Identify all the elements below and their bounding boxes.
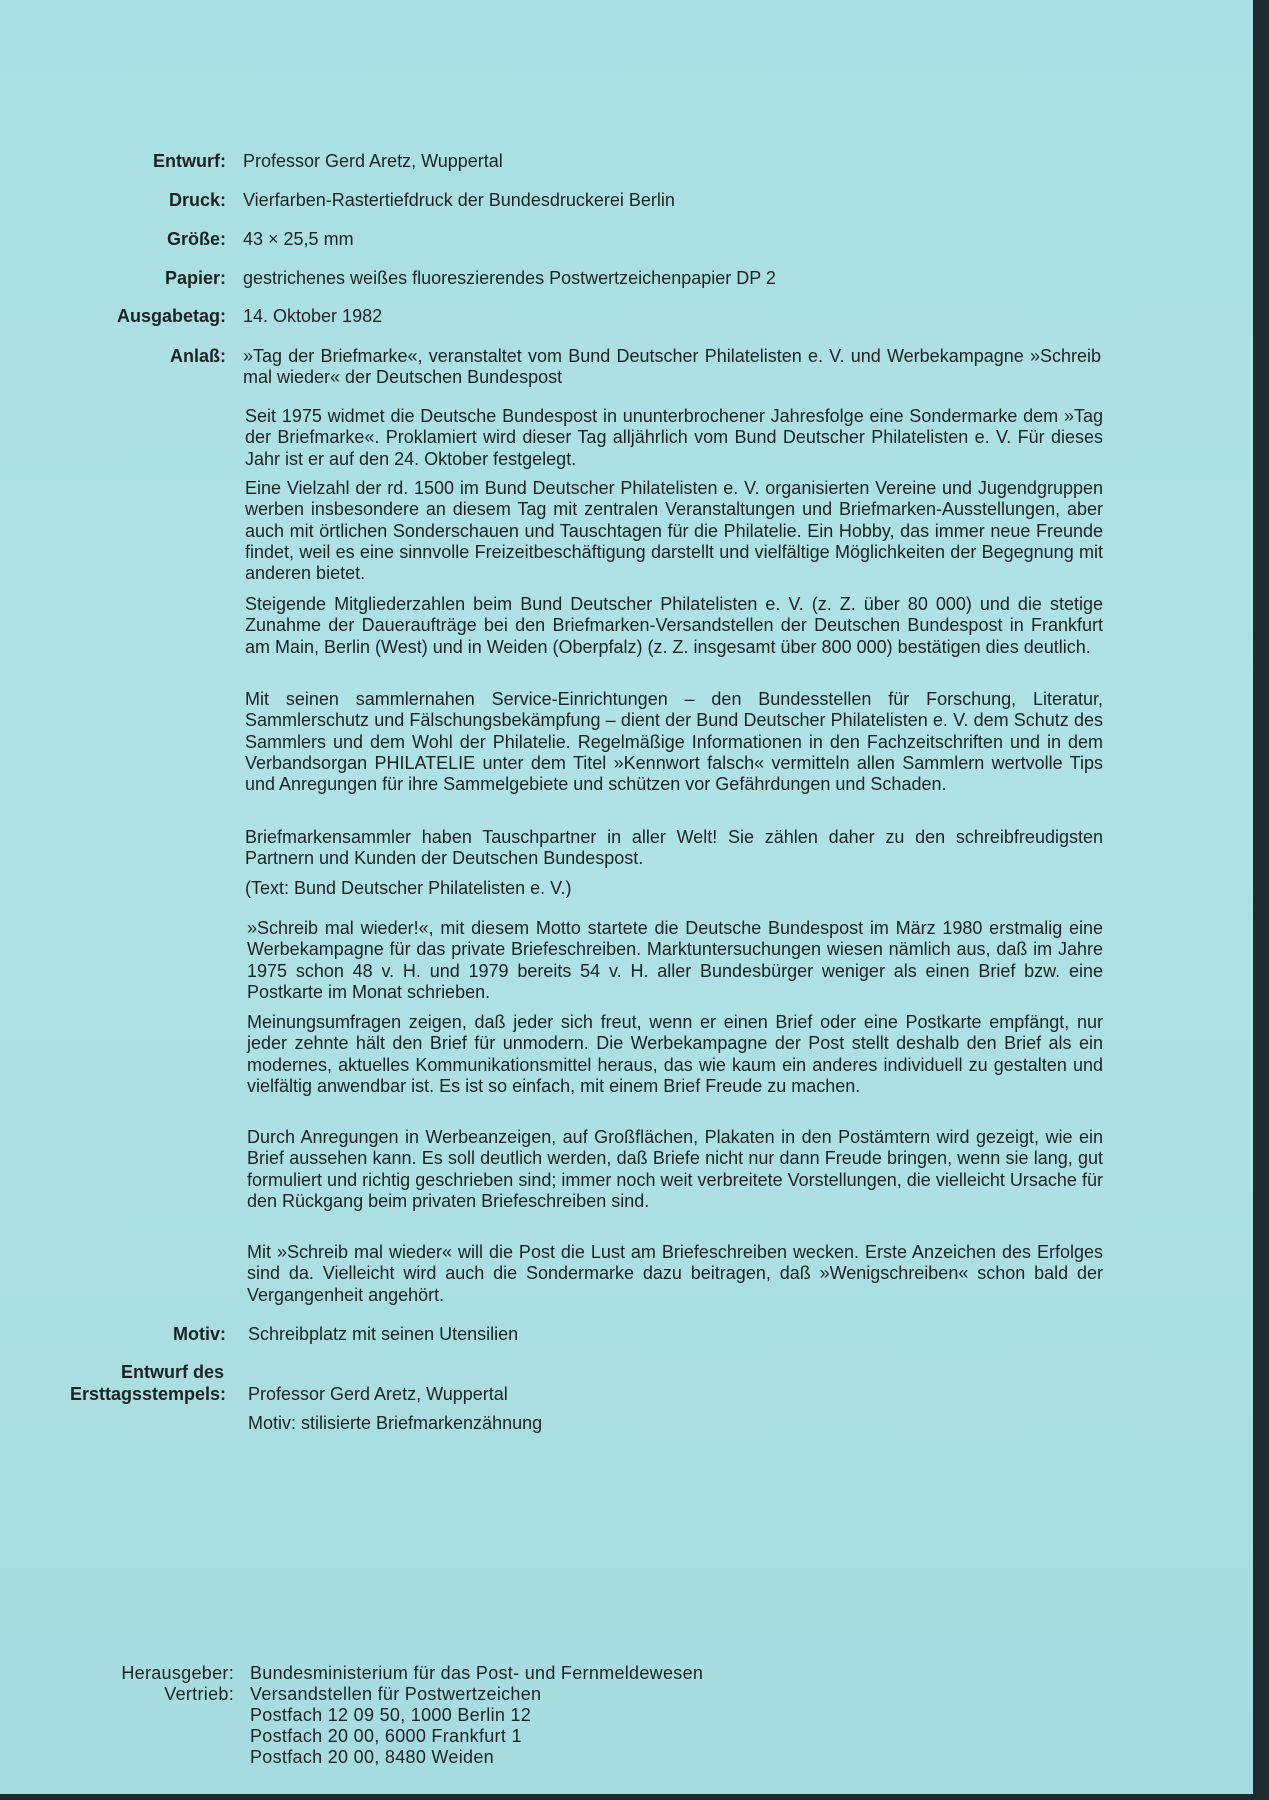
print-label: Druck: xyxy=(168,190,226,210)
postmark-label-line1: Entwurf des xyxy=(120,1362,224,1382)
occasion-value: »Tag der Briefmarke«, veranstaltet vom Bund Deutscher Philatelisten e. V. und Werbekampagne »Schreib mal wieder« der Deutschen Bundespost xyxy=(243,346,1101,387)
paragraph-goal: Mit »Schreib mal wieder« will die Post die Lust am Briefeschreiben wecken. Erste Anzeichen des Erfolges sind da. Vielleicht wird auch die Sondermarke dazu beitragen, daß »Wenigschreiben« schon bald der Vergangenheit angehört. xyxy=(247,1242,1103,1305)
distribution-value: Versandstellen für Postwertzeichen xyxy=(250,1684,542,1704)
postmark-designer: Professor Gerd Aretz, Wuppertal xyxy=(248,1384,508,1404)
paper-label: Papier: xyxy=(164,268,226,288)
motif-value: Schreibplatz mit seinen Utensilien xyxy=(248,1324,519,1344)
paragraph-campaign: »Schreib mal wieder!«, mit diesem Motto startete die Deutsche Bundespost im März 1980 erstmalig eine Werbekampagne für das private Briefeschreiben. Marktuntersuchungen wiesen nämlich aus, daß im Jahre 1975 schon 48 v. H. und 1979 bereits 54 v. H. aller Bundesbürger weniger als einen Brief bzw. eine Postkarte im Monat schrieben. xyxy=(247,918,1103,1002)
size-value: 43 × 25,5 mm xyxy=(243,229,354,249)
distribution-label: Vertrieb: xyxy=(164,1684,234,1704)
motif-label: Motiv: xyxy=(173,1324,226,1344)
paragraph-ads: Durch Anregungen in Werbeanzeigen, auf Großflächen, Plakaten in den Postämtern wird gezeigt, wie ein Brief aussehen kann. Es soll deutlich werden, daß Briefe nicht nur dann Freude bringen, wenn sie lang, gut formuliert und richtig geschrieben sind; immer noch weit verbreitete Vorstellungen, die vielleicht Ursache für den Rückgang beim privaten Briefeschreiben sind. xyxy=(247,1127,1103,1211)
paragraph-surveys: Meinungsumfragen zeigen, daß jeder sich freut, wenn er einen Brief oder eine Postkarte empfängt, nur jeder zehnte hält den Brief für unmodern. Die Werbekampagne der Post stellt deshalb den Brief als ein modernes, aktuelles Kommunikationsmittel heraus, das wie kaum ein anderes individuell zu gestalten und vielfältig anwendbar ist. Es ist so einfach, mit einem Brief Freude zu machen. xyxy=(247,1012,1103,1096)
occasion-label: Anlaß: xyxy=(170,346,226,366)
postmark-motif: Motiv: stilisierte Briefmarkenzähnung xyxy=(248,1413,543,1433)
address-frankfurt: Postfach 20 00, 6000 Frankfurt 1 xyxy=(250,1726,522,1746)
paper-value: gestrichenes weißes fluoreszierendes Postwertzeichenpapier DP 2 xyxy=(243,268,776,288)
publisher-label: Herausgeber: xyxy=(121,1663,234,1683)
issue-date-label: Ausgabetag: xyxy=(116,306,226,326)
print-value: Vierfarben-Rastertiefdruck der Bundesdruckerei Berlin xyxy=(243,190,675,210)
issue-date-value: 14. Oktober 1982 xyxy=(243,306,383,326)
size-label: Größe: xyxy=(166,229,226,249)
design-label: Entwurf: xyxy=(153,151,226,171)
paragraph-history: Seit 1975 widmet die Deutsche Bundespost in ununterbrochener Jahresfolge eine Sondermarke dem »Tag der Briefmarke«. Proklamiert wird dieser Tag alljährlich vom Bund Deutscher Philatelisten e. V. Für dieses Jahr ist er auf den 24. Oktober festgelegt. xyxy=(245,406,1103,469)
postmark-label-line2: Ersttagsstempels: xyxy=(69,1384,226,1404)
paragraph-membership: Steigende Mitgliederzahlen beim Bund Deutscher Philatelisten e. V. (z. Z. über 80 000) und die stetige Zunahme der Daueraufträge bei den Briefmarken-Versandstellen der Deutschen Bundespost in Frankfurt am Main, Berlin (West) und in Weiden (Oberpfalz) (z. Z. insgesamt über 800 000) bestätigen dies deutlich. xyxy=(245,594,1103,657)
publisher-value: Bundesministerium für das Post- und Fernmeldewesen xyxy=(250,1663,704,1683)
paragraph-source: (Text: Bund Deutscher Philatelisten e. V.) xyxy=(245,878,572,898)
address-berlin: Postfach 12 09 50, 1000 Berlin 12 xyxy=(250,1705,532,1725)
paragraph-clubs: Eine Vielzahl der rd. 1500 im Bund Deutscher Philatelisten e. V. organisierten Vereine und Jugendgruppen werben insbesondere an diesem Tag mit zentralen Veranstaltungen und Briefmarken-Ausstellungen, aber auch mit örtlichen Sonderschauen und Tauschtagen für die Philatelie. Ein Hobby, das immer neue Freunde findet, weil es eine sinnvolle Freizeitbeschäftigung darstellt und vielfältige Möglichkeiten der Begegnung mit anderen bietet. xyxy=(245,478,1103,584)
paragraph-services: Mit seinen sammlernahen Service-Einrichtungen – den Bundesstellen für Forschung, Literatur, Sammlerschutz und Fälschungsbekämpfung – dient der Bund Deutscher Philatelisten e. V. dem Schutz des Sammlers und dem Wohl der Philatelie. Regelmäßige Informationen in den Fachzeitschriften und in dem Verbandsorgan PHILATELIE unter dem Titel »Kennwort falsch« vermitteln allen Sammlern wertvolle Tips und Anregungen für ihre Sammelgebiete und schützen vor Gefährdungen und Schaden. xyxy=(245,689,1103,795)
design-value: Professor Gerd Aretz, Wuppertal xyxy=(243,151,503,171)
address-weiden: Postfach 20 00, 8480 Weiden xyxy=(250,1747,494,1767)
paragraph-collectors: Briefmarkensammler haben Tauschpartner in aller Welt! Sie zählen daher zu den schreibfreudigsten Partnern und Kunden der Deutschen Bundespost. xyxy=(245,827,1103,869)
